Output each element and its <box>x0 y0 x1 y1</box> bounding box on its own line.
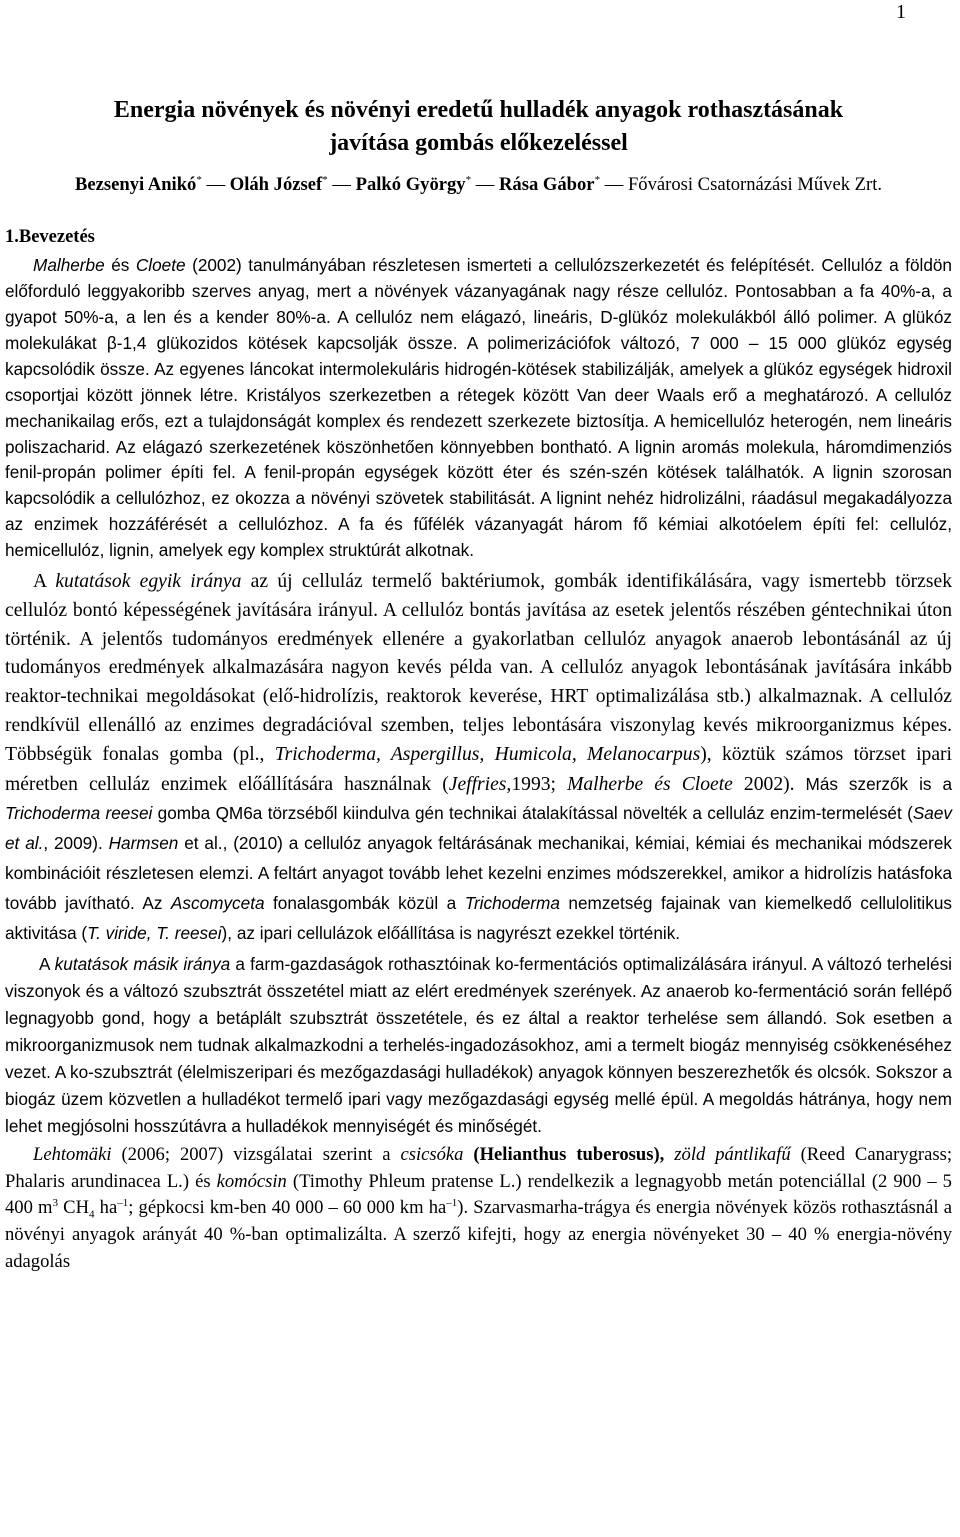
text-run: (2006; 2007) vizsgálatai szerint a <box>111 1143 401 1165</box>
author-separator: — <box>201 174 230 196</box>
text-run: et al., (2010) a cellulóz anyagok feltárásának mechanikai, kémiai, kémiai és mechanikai módszerek kombinációit részletesen elemzi. A feltárt anyagot tovább lehet kezelni enzimes módszerekkel, amikor a hidrolízis hatásfoka tovább javítható. Az <box>5 833 953 913</box>
paragraph-energy-crops <box>5 1142 952 1276</box>
superscript: 3 <box>52 1197 59 1210</box>
section-heading: 1.Bevezetés <box>5 227 95 248</box>
text-run: gomba QM6a törzséből kiindulva gén technikai átalakítással növelték a celluláz enzim-termelését ( <box>152 803 913 824</box>
plant-name: komócsin <box>216 1170 287 1192</box>
text-run: és <box>104 255 136 276</box>
plant-name: csicsóka <box>400 1143 464 1165</box>
text-run: Más szerzők is a <box>794 773 953 794</box>
citation-author: Malherbe <box>33 255 105 276</box>
author-2-marker: * <box>322 174 328 186</box>
citation-author: Saev et al. <box>5 803 952 854</box>
paragraph-research-direction-1 <box>5 568 952 948</box>
text-run: nemzetség fajainak van kiemelkedő cellulolitikus aktivitása ( <box>5 892 952 943</box>
paragraph-research-direction-2 <box>5 951 952 1139</box>
citation-author: Cloete <box>135 255 186 276</box>
text-run: 2002). <box>732 773 795 795</box>
author-separator: — <box>600 174 628 196</box>
author-3: Palkó György <box>355 174 466 196</box>
subscript: 4 <box>89 1209 95 1222</box>
author-2: Oláh József <box>229 174 323 196</box>
author-1-marker: * <box>196 174 202 186</box>
emphasis: kutatások egyik iránya <box>55 571 242 593</box>
citation-author: Jeffries, <box>448 773 512 795</box>
text-run: ), köztük számos törzset ipari méretben celluláz enzimek előállítására használnak ( <box>5 743 952 795</box>
emphasis: kutatások másik iránya <box>54 954 231 975</box>
text-run: ). Szarvasmarha-trágya és energia növények közös rothasztásnál a növényi anyagok arányát 40 %-ban optimalizálta. A szerző kifejti, hogy az energia növényeket 30 – 40 % energia-növény adagolás <box>5 1197 952 1272</box>
title-line-2: javítása gombás előkezeléssel <box>329 130 628 156</box>
text-run: (2002) tanulmányában részletesen ismerteti a cellulózszerkezetét és felépítését. Cellulóz a földön előforduló leggyakoribb szerves anyag, mert a növények vázanyagának nagy része cellulóz. Pontosabban a fa 40%-a, a gyapot 50%-a, a len és a kender 80%-a. A cellulóz nem elágazó, lineáris, D-glükóz molekulákból álló polimer. A glükóz molekulákat β-1,4 glükozidos kötések kapcsolják össze. A polimerizációfok változó, 7 000 – 15 000 glükóz egység kapcsolódik össze. Az egyenes láncokat intermolekuláris hidrogén-kötések stabilizálják, amelyek a glükóz egységek hidroxil csoportjai között jönnek létre. Kristályos szerkezetben a rétegek között Van deer Waals erő a meghatározó. A cellulóz mechanikailag erős, ezt a tulajdonságát komplex és rendezett szerkezete biztosítja. A hemicellulóz heterogén, nem lineáris poliszacharid. Az elágazó szerkezetének köszönhetően könnyebben bontható. A lignin aromás molekula, háromdimenziós fenil-propán polimer építi fel. A fenil-propán egységek között éter és szén-szén kötések találhatók. A lignin szorosan kapcsolódik a cellulózhoz, ez okozza a növényi szövetek stabilitását. A lignint nehéz hidrolizálni, ráadásul megakadályozza az enzimek hozzáférését a cellulózhoz. A fa és fűfélék vázanyagát három fő kémiai alkotóelem építi fel: cellulóz, hemicellulóz, lignin, amelyek egy komplex struktúrát alkotnak. <box>5 255 952 561</box>
text-run: (Timothy Phleum pratense L.) rendelkezik a legnagyobb metán potenciállal (2 900 – 5 400 m <box>5 1170 952 1219</box>
text-run: A <box>33 571 56 593</box>
text-run: ha <box>94 1197 118 1219</box>
author-separator: — <box>327 174 356 196</box>
citation-author: Malherbe és Cloete <box>567 773 733 795</box>
superscript: –1 <box>117 1197 129 1210</box>
paragraph-cellulose-structure <box>5 253 952 564</box>
page-number: 1 <box>896 1 906 23</box>
author-1: Bezsenyi Anikó <box>74 174 197 196</box>
text-run: fonalasgombák közül a <box>264 892 465 913</box>
taxon-name: Ascomyceta <box>170 892 265 913</box>
author-3-marker: * <box>465 174 472 186</box>
text-run: (Helianthus tuberosus), <box>463 1143 675 1165</box>
citation-author: Harmsen <box>108 833 179 854</box>
plant-name: zöld pántlikafű <box>674 1143 791 1165</box>
species-list: Trichoderma, Aspergillus, Humicola, Melanocarpus <box>274 743 701 765</box>
author-line <box>5 167 952 198</box>
taxon-name: Trichoderma <box>464 892 560 913</box>
text-run: ; gépkocsi km-ben 40 000 – 60 000 km ha <box>128 1197 447 1219</box>
text-run: CH <box>58 1197 90 1219</box>
title-line-1: Energia növények és növényi eredetű hulladék anyagok rothasztásának <box>113 97 844 123</box>
text-run: A <box>39 954 55 975</box>
text-run: , 2009). <box>43 833 109 854</box>
affiliation: Fővárosi Csatornázási Művek Zrt. <box>627 174 883 196</box>
text-run: az új celluláz termelő baktériumok, gombák identifikálására, vagy ismertebb törzsek cellulóz bontó képességének javítására irányul. A cellulóz bontás javítása az esetek jelentős részében géntechnikai úton történik. A jelentős tudományos eredmények ellenére a gyakorlatban cellulóz anyagok anaerob lebontásánál az új tudományos eredmények alkalmazására nagyon kevés példa van. A cellulóz anyagok lebontásának javítására inkább reaktor-technikai megoldásokat (elő-hidrolízis, reaktorok keverése, HRT optimalizálása stb.) alkalmaznak. A cellulóz rendkívül ellenálló az enzimes degradációval szemben, teljes lebontására viszonylag kevés mikroorganizmus képes. Többségük fonalas gomba (pl., <box>5 571 952 765</box>
text-run: (Reed Canarygrass; Phalaris arundinacea L.) és <box>5 1143 953 1192</box>
text-run: 1993; <box>511 773 568 795</box>
document-title <box>5 0 952 160</box>
superscript: –1 <box>446 1197 458 1210</box>
species-name: Trichoderma reesei <box>5 803 153 824</box>
text-run: ), az ipari cellulázok előállítása is nagyrészt ezekkel történik. <box>221 922 681 943</box>
text-run: a farm-gazdaságok rothasztóinak ko-fermentációs optimalizálására irányul. A változó terhelési viszonyok és a változó szubsztrát összetétel miatt az elért eredmények szerények. Az anaerob ko-fermentáció során fellépő legnagyobb gond, hogy a betáplált szubsztrát összetétele, és ez által a reaktor terhelése sem állandó. Sok esetben a mikroorganizmusok nem tudnak alkalmazkodni a terhelés-ingadozásokhoz, ami a termelt biogáz mennyiség csökkenéséhez vezet. A ko-szubsztrát (élelmiszeripari és mezőgazdasági hulladékok) anyagok könnyen beszerezhetők és olcsók. Sokszor a biogáz üzem közvetlen a hulladékot termelő ipari vagy mezőgazdasági egység mellé épül. A megoldás hátránya, hogy nem lehet megjósolni hosszútávra a hulladékok mennyiségét és minőségét. <box>5 954 952 1136</box>
citation-author: Lehtomäki <box>33 1143 112 1165</box>
author-4: Rása Gábor <box>499 174 595 196</box>
species-list: T. viride, T. reesei <box>87 922 222 943</box>
author-4-marker: * <box>594 174 601 186</box>
author-separator: — <box>471 174 499 196</box>
